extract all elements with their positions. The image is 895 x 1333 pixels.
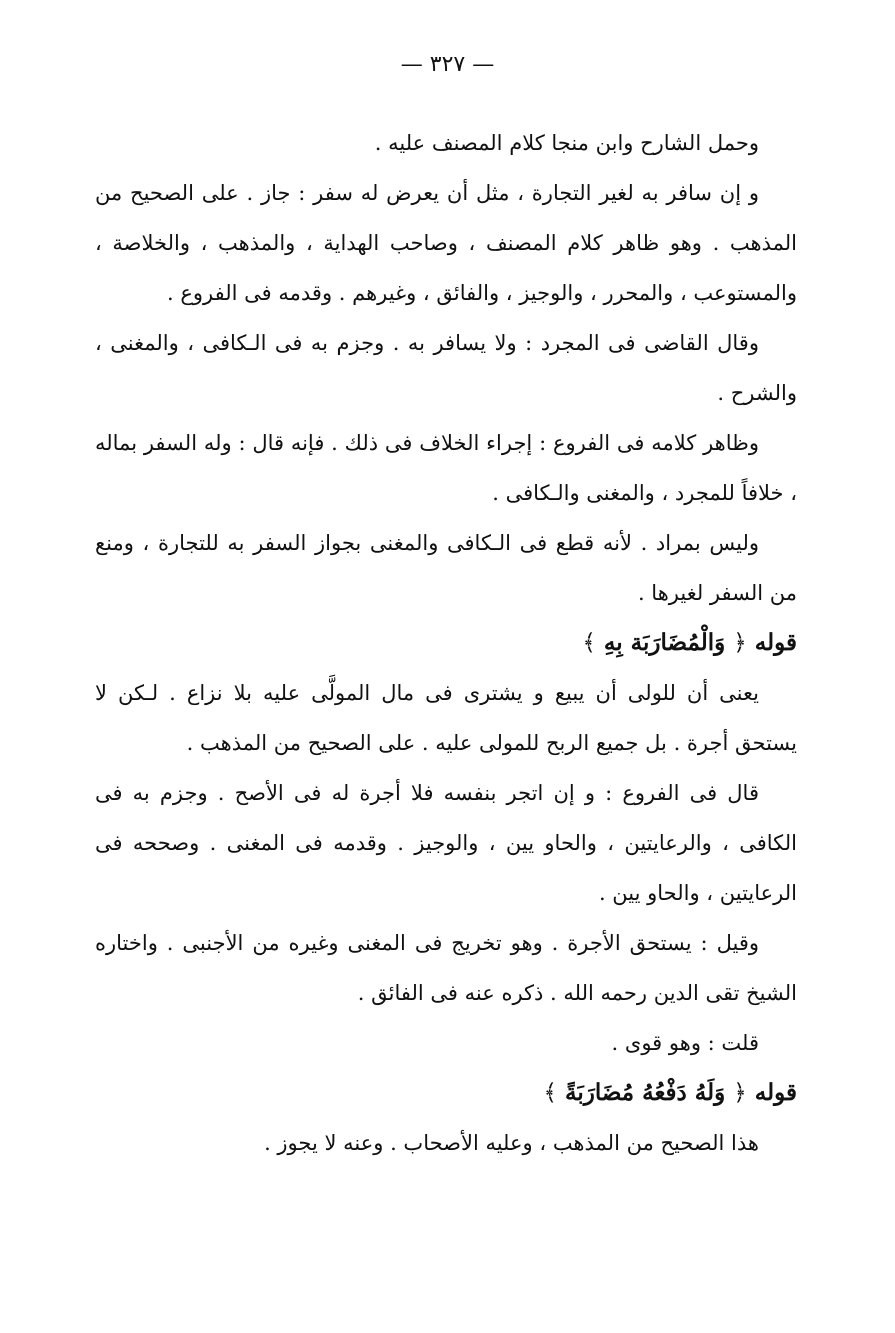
page-body — [95, 118, 797, 1168]
paragraph: وقال القاضى فى المجرد : ولا يسافر به . وجزم به فى الـكافى ، والمغنى ، والشرح . — [95, 331, 797, 405]
paragraph: قال فى الفروع : و إن اتجر بنفسه فلا أجرة له فى الأصح . وجزم به فى الكافى ، والرعايتين ، والحاو يين ، والوجيز . وقدمه فى المغنى . وصححه فى الرعايتين ، والحاو يين . — [95, 781, 797, 905]
heading-phrase: وَلَهُ دَفْعُهُ مُضَارَبَةً — [565, 1079, 726, 1106]
paragraph: وليس بمراد . لأنه قطع فى الـكافى والمغنى بجواز السفر به للتجارة ، ومنع من السفر لغيرها . — [95, 531, 797, 605]
paragraph: وحمل الشارح وابن منجا كلام المصنف عليه . — [374, 131, 759, 155]
heading-close-bracket: ﴾ — [582, 630, 596, 656]
heading-open-bracket: ﴿ — [733, 630, 747, 656]
page-number: — ٣٢٧ — — [400, 52, 495, 77]
heading-close-bracket: ﴾ — [543, 1080, 557, 1106]
heading-phrase: وَالْمُضَارَبَة بِهِ — [603, 629, 726, 656]
heading-open-bracket: ﴿ — [733, 1080, 747, 1106]
paragraph: وقيل : يستحق الأجرة . وهو تخريج فى المغنى وغيره من الأجنبى . واختاره الشيخ تقى الدين رحمه الله . ذكره عنه فى الفائق . — [95, 931, 797, 1005]
paragraph: و إن سافر به لغير التجارة ، مثل أن يعرض له سفر : جاز . على الصحيح من المذهب . وهو ظاهر كلام المصنف ، وصاحب الهداية ، والمذهب ، والخلاصة ، والمستوعب ، والمحرر ، والوجيز ، والفائق ، وغيرهم . وقدمه فى الفروع . — [95, 181, 797, 305]
section-heading — [95, 1068, 797, 1118]
paragraph: قلت : وهو قوى . — [611, 1031, 759, 1055]
paragraph: هذا الصحيح من المذهب ، وعليه الأصحاب . وعنه لا يجوز . — [264, 1131, 759, 1155]
section-heading — [95, 618, 797, 668]
paragraph: يعنى أن للولى أن يبيع و يشترى فى مال المولَّى عليه بلا نزاع . لـكن لا يستحق أجرة . بل جميع الربح للمولى عليه . على الصحيح من المذهب . — [95, 681, 797, 755]
paragraph: وظاهر كلامه فى الفروع : إجراء الخلاف فى ذلك . فإنه قال : وله السفر بماله ، خلافاً للمجرد ، والمغنى والـكافى . — [95, 431, 797, 505]
heading-qawluh: قوله — [754, 629, 797, 656]
heading-qawluh: قوله — [754, 1079, 797, 1106]
